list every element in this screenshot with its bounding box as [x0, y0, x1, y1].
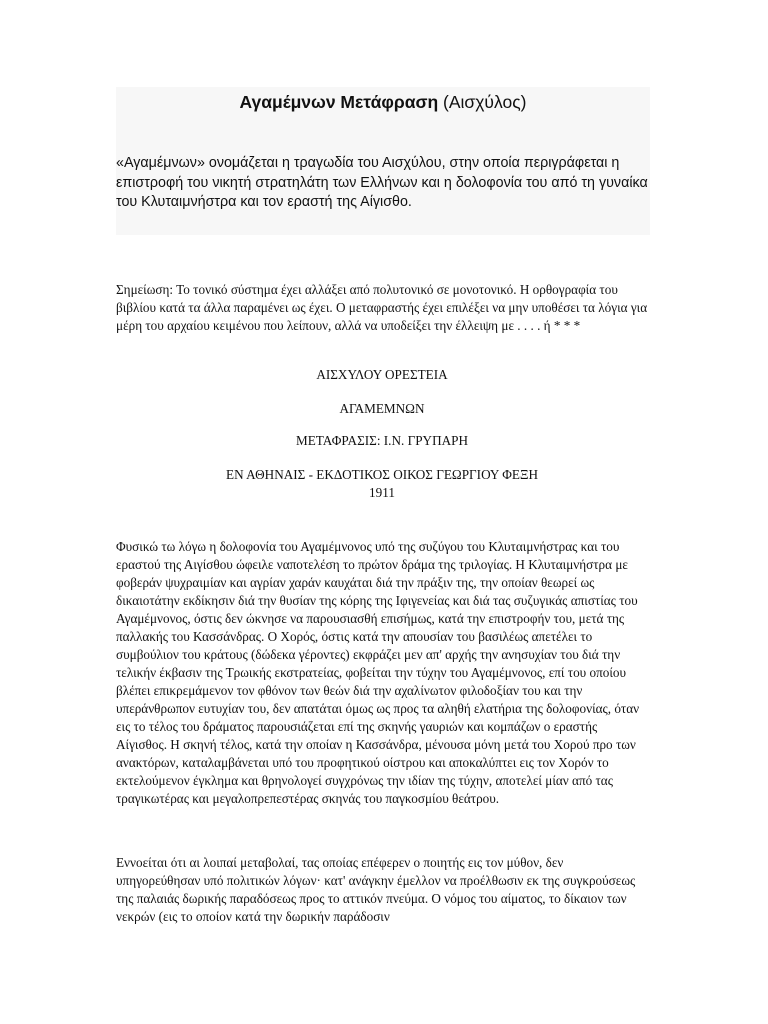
book-publisher: ΕΝ ΑΘΗΝΑΙΣ - ΕΚΔΟΤΙΚΟΣ ΟΙΚΟΣ ΓΕΩΡΓΙΟΥ ΦΕΞΗ: [226, 467, 538, 482]
book-translator: ΜΕΤΑΦΡΑΣΙΣ: Ι.Ν. ΓΡΥΠΑΡΗ: [296, 433, 468, 448]
title-main: Αγαμέμνων Μετάφραση: [239, 92, 439, 112]
book-work-title: ΑΓΑΜΕΜΝΩΝ: [339, 401, 425, 416]
transcription-note: Σημείωση: Το τονικό σύστημα έχει αλλάξει από πολυτονικό σε μονοτονικό. Η ορθογραφία του βιβλίου κατά τα άλλα παραμένει ως έχει. Ο μεταφραστής έχει επιλέξει να μην υποθέσει τα λόγια για μέρη του αρχαίου κειμένου που λείπουν, αλλά να υποδείξει την έλλειψη με . . . . ή * * *: [116, 282, 648, 333]
intro-paragraph: «Αγαμέμνων» ονομάζεται η τραγωδία του Αισχύλου, στην οποία περιγράφεται η επιστροφή του νικητή στρατηλάτη των Ελλήνων και η δολοφονία του από τη γυναίκα του Κλυταιμνήστρα και τον εραστή της Αίγισθο.: [116, 155, 648, 210]
title-author: (Αισχύλος): [443, 92, 527, 112]
page-title: [116, 89, 650, 115]
body-paragraph-2: Εννοείται ότι αι λοιπαί μεταβολαί, τας οποίας επέφερεν ο ποιητής εις τον μύθον, δεν υπηγορεύθησαν υπό πολιτικών λόγων· κατ' ανάγκην έμελλον να προέλθωσιν εκ της συγκρούσεως της παλαιάς δωρικής παραδόσεως προς το αττικόν πνεύμα. Ο νόμος του αίματος, το δίκαιον των νεκρών (εις το οποίον κατά την δωρικήν παράδοσιν: [116, 855, 636, 924]
book-year: 1911: [369, 485, 395, 500]
book-series-title: ΑΙΣΧΥΛΟΥ ΟΡΕΣΤΕΙΑ: [316, 367, 448, 382]
body-paragraph-1: Φυσικώ τω λόγω η δολοφονία του Αγαμέμνονος υπό της συζύγου του Κλυταιμνήστρας και του εραστού της Αιγίσθου ώφειλε ναποτελέση το πρώτον δράμα της τριλογίας. Η Κλυταιμνήστρα με φοβεράν ψυχραιμίαν και αγρίαν χαράν καυχάται διά την πράξιν της, την οποίαν θεωρεί ως δικαιοτάτην εκδίκησιν διά την θυσίαν της κόρης της Ιφιγενείας και διά τας συζυγικάς απιστίας του Αγαμέμνονος, όστις δεν ώκνησε να παρουσιασθή επισήμως, κατά την επιστροφήν του, μετά της παλλακής του Κασσάνδρας. Ο Χορός, όστις κατά την απουσίαν του βασιλέως απετέλει το συμβούλιον του κράτους (δώδεκα γέροντες) εκφράζει μεν απ' αρχής την ανησυχίαν του διά την τελικήν έκβασιν της Τρωικής εκστρατείας, φοβείται την τύχην του Αγαμέμνονος, επί του οποίου βλέπει επικρεμάμενον τον φθόνον των θεών διά την αχαλίνωτον φιλοδοξίαν του και την υπεράνθρωπον ευτυχίαν του, δεν απατάται όμως ως προς τα αληθή ελατήρια της δολοφονίας, όταν εις το τέλος του δράματος παρουσιάζεται επί της σκηνής γαυριών και κομπάζων ο εραστής Αίγισθος. Η σκηνή τέλος, κατά την οποίαν η Κασσάνδρα, μένουσα μόνη μετά του Χορού προ των ανακτόρων, καταλαμβάνεται υπό του προφητικού οίστρου και αποκαλύπτει εις τον Χορόν το εκτελούμενον έγκλημα και θρηνολογεί συγχρόνως την ιδίαν της τύχην, αποτελεί μίαν από τας τραγικωτέρας και μεγαλοπρεπεστέρας σκηνάς του παγκοσμίου θεάτρου.: [116, 539, 640, 806]
